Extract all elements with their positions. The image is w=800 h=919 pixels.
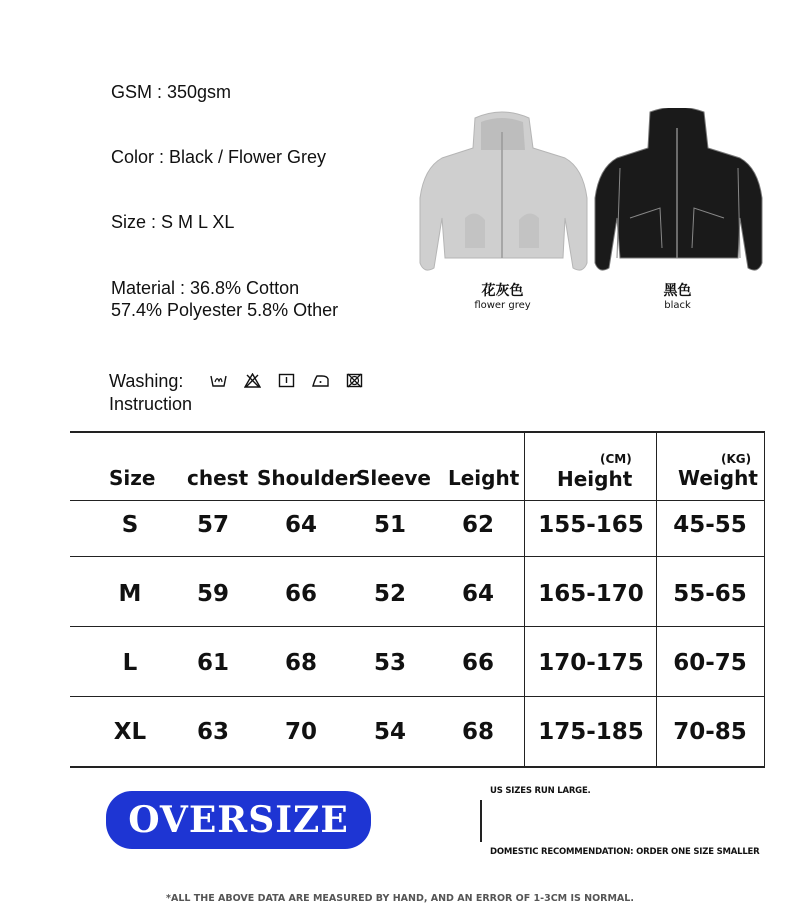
cell-size: S <box>121 512 139 538</box>
do-not-bleach-icon <box>244 373 261 388</box>
header-weight: Weight <box>678 466 758 490</box>
cell-shoulder: 64 <box>284 512 317 538</box>
header-size: Size <box>109 466 156 490</box>
cell-size: L <box>122 650 138 676</box>
color-text: Color : Black / Flower Grey <box>111 147 327 167</box>
cell-sleeve: 54 <box>373 719 406 745</box>
cell-weight: 70-85 <box>673 719 747 745</box>
washing-label-2: Instruction <box>109 394 193 414</box>
oversize-badge: OVERSIZE <box>106 791 371 849</box>
cell-chest: 59 <box>196 581 229 607</box>
footer-note: *ALL THE ABOVE DATA ARE MEASURED BY HAND, AND AN ERROR OF 1-3CM IS NORMAL. <box>166 893 634 904</box>
cell-sleeve: 53 <box>373 650 406 676</box>
product-name-en: flower grey <box>474 300 531 311</box>
table-divider <box>70 696 765 697</box>
table-bottom-border <box>70 766 765 768</box>
header-weight-unit: (KG) <box>721 452 752 466</box>
cell-chest: 57 <box>196 512 229 538</box>
cell-chest: 61 <box>196 650 229 676</box>
header-chest: chest <box>187 466 249 490</box>
product-flower-grey <box>415 108 590 318</box>
wash-icons <box>210 373 363 388</box>
cell-weight: 55-65 <box>673 581 747 607</box>
washing-label: Washing: <box>109 371 184 391</box>
cell-height: 170-175 <box>538 650 644 676</box>
cell-size: XL <box>113 719 147 745</box>
cell-height: 175-185 <box>538 719 644 745</box>
table-column-divider <box>656 431 657 768</box>
header-shoulder: Shoulder <box>257 466 359 490</box>
washing-instruction <box>109 370 192 416</box>
cell-height: 155-165 <box>538 512 644 538</box>
cell-height: 165-170 <box>538 581 644 607</box>
table-column-divider <box>524 431 525 768</box>
cell-length: 64 <box>461 581 494 607</box>
cell-length: 62 <box>461 512 494 538</box>
product-name-en: black <box>664 300 691 311</box>
hoodie-grey-image <box>415 108 590 278</box>
table-divider <box>70 626 765 627</box>
product-name-cn: 花灰色 <box>481 283 524 299</box>
size-text: Size : S M L XL <box>111 212 235 232</box>
hand-wash-icon <box>210 373 227 388</box>
iron-icon <box>312 373 329 388</box>
cell-sleeve: 51 <box>373 512 406 538</box>
cell-chest: 63 <box>196 719 229 745</box>
do-not-tumble-dry-icon <box>346 373 363 388</box>
product-black <box>590 108 765 318</box>
cell-weight: 45-55 <box>673 512 747 538</box>
table-top-border <box>70 431 765 433</box>
header-length: Leight <box>448 466 520 490</box>
note-recommendation: DOMESTIC RECOMMENDATION: ORDER ONE SIZE SMALLER <box>490 847 760 857</box>
note-run-large: US SIZES RUN LARGE. <box>490 786 591 796</box>
cell-shoulder: 66 <box>284 581 317 607</box>
note-divider <box>480 800 482 842</box>
line-dry-icon <box>278 373 295 388</box>
hoodie-black-image <box>590 108 765 278</box>
header-height: Height <box>557 467 633 491</box>
material-line-1: Material : 36.8% Cotton <box>111 278 300 298</box>
cell-length: 68 <box>461 719 494 745</box>
gsm-text: GSM : 350gsm <box>111 82 232 102</box>
cell-shoulder: 68 <box>284 650 317 676</box>
cell-weight: 60-75 <box>673 650 747 676</box>
cell-length: 66 <box>461 650 494 676</box>
table-column-divider <box>764 431 765 768</box>
cell-size: M <box>118 581 142 607</box>
header-sleeve: Sleeve <box>356 466 431 490</box>
product-name-cn: 黑色 <box>663 283 692 299</box>
material-line-2: 57.4% Polyester 5.8% Other <box>111 300 339 320</box>
cell-sleeve: 52 <box>373 581 406 607</box>
table-divider <box>70 556 765 557</box>
header-height-unit: (CM) <box>600 452 632 466</box>
cell-shoulder: 70 <box>284 719 317 745</box>
table-divider <box>70 500 765 501</box>
